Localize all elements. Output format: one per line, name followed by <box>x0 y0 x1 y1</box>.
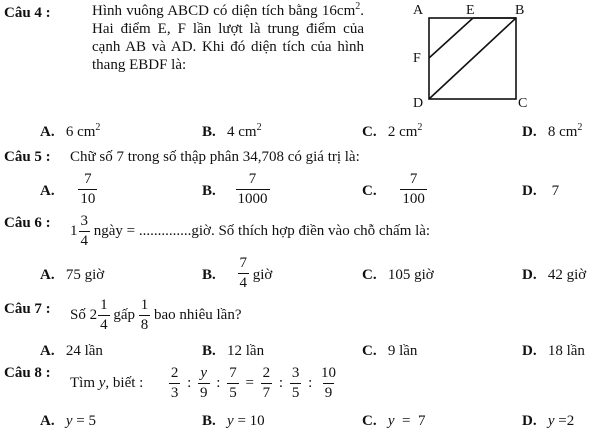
q8-option-c[interactable]: C. y = 7 <box>362 413 426 429</box>
q6-option-a[interactable]: A. 75 giờ <box>40 267 105 283</box>
q8-option-d[interactable]: D. y =2 <box>522 413 575 429</box>
q5-label: Câu 5 : <box>4 149 51 165</box>
q4-option-a[interactable]: A. 6 $cm^2$ <box>40 122 101 140</box>
q8-label: Câu 8 : <box>4 365 51 381</box>
label-f: F <box>413 51 421 66</box>
label-a: A <box>413 3 424 18</box>
q5-text: Chữ số 7 trong số thập phân 34,708 có giá trị là: <box>70 149 360 165</box>
label-d: D <box>413 96 424 111</box>
label-b: B <box>515 3 525 18</box>
q5-option-a[interactable]: A. $\frac{7}{10}$ <box>40 171 96 207</box>
q8-equation: $\frac{2}{3}$ : $\frac{y}{9}$ : $\frac{7}{5}$ = $\frac{2}{7}$ : $\frac{3}{5}$ : $\frac{10}{9}$ <box>170 365 336 401</box>
q7-text: Số 2 $\frac{1}{4}$ gấp $\frac{1}{8}$ bao nhiêu lần? <box>70 297 242 334</box>
q7-option-c[interactable]: C. 9 lần <box>362 343 418 359</box>
q5-option-c[interactable]: C. $\frac{7}{100}$ <box>362 171 425 207</box>
diagonal-bd <box>429 18 516 99</box>
q8-text: Tìm y, biết : $\frac{2}{3}$ : $\frac{y}{9}$ : $\frac{7}{5}$ = $\frac{2}{7}$ : $\frac{3}{5}$ : $\frac{10}{9}$ <box>70 365 336 401</box>
q7-option-d[interactable]: D. 18 lần <box>522 343 585 359</box>
q4-option-d[interactable]: D. 8 $cm^2$ <box>522 122 583 140</box>
q6-option-c[interactable]: C. 105 giờ <box>362 267 434 283</box>
q4-option-b[interactable]: B. 4 $cm^2$ <box>202 122 262 140</box>
q4-text: Hình vuông ABCD có diện tích bằng $16cm^2$. Hai điểm E, F lần lượt là trung điểm của cạnh AB và AD. Khi đó diện tích của hình thang EBDF là: <box>92 1 364 73</box>
q7-label: Câu 7 : <box>4 301 51 317</box>
q8-option-b[interactable]: B. y = 10 <box>202 413 265 429</box>
q4-option-c[interactable]: C. 2 $cm^2$ <box>362 122 423 140</box>
segment-ef <box>429 18 473 58</box>
q6-option-b[interactable]: B. $\frac{7}{4}$ giờ <box>202 255 273 291</box>
q7-option-b[interactable]: B. 12 lần <box>202 343 265 359</box>
square-figure <box>405 0 535 112</box>
q5-option-b[interactable]: B. $\frac{7}{1000}$ <box>202 171 268 207</box>
label-c: C <box>518 96 528 111</box>
q6-option-d[interactable]: D. 42 giờ <box>522 267 587 283</box>
q4-label: Câu 4 : <box>4 5 51 21</box>
q6-label: Câu 6 : <box>4 215 51 231</box>
label-e: E <box>466 3 475 18</box>
q5-option-d[interactable]: D. 7 <box>522 183 560 199</box>
q6-text: 1 $\frac{3}{4}$ ngày = ..............giờ. Số thích hợp điền vào chỗ chấm là: <box>70 213 431 249</box>
q7-option-a[interactable]: A. 24 lần <box>40 343 103 359</box>
q8-option-a[interactable]: A. y = 5 <box>40 413 96 429</box>
